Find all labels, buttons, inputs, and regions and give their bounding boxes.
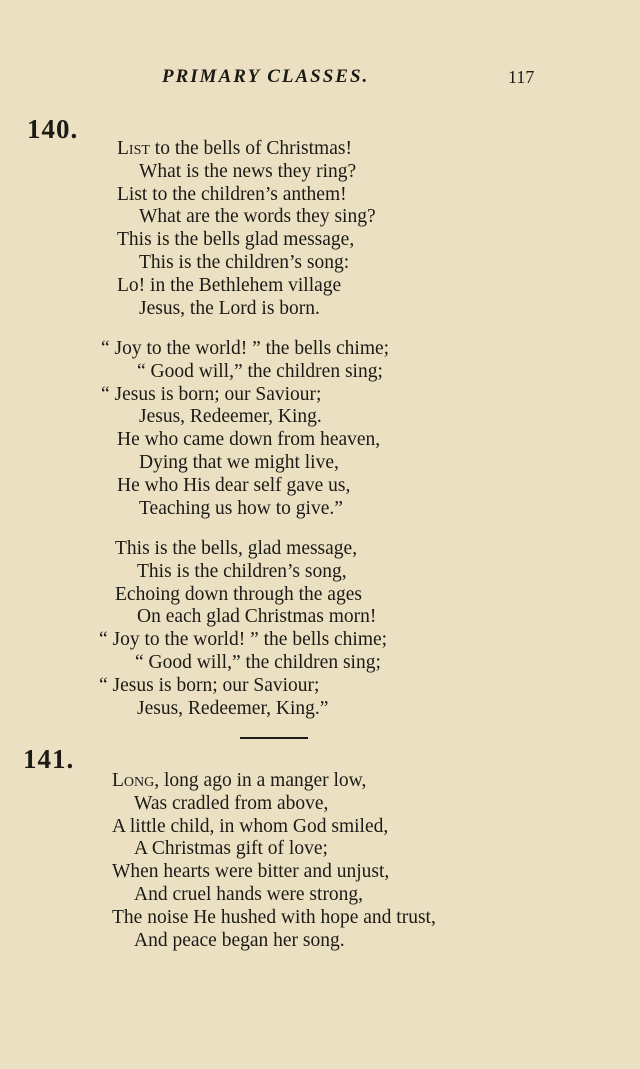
section-divider (240, 737, 308, 739)
verse-line: Jesus, Redeemer, King.” (137, 697, 329, 719)
verse-line: List to the children’s anthem! (117, 183, 347, 205)
verse-line: “ Jesus is born; our Saviour; (99, 674, 320, 696)
verse-line: The noise He hushed with hope and trust, (112, 906, 436, 928)
verse-line: A little child, in whom God smiled, (112, 815, 389, 837)
page-number: 117 (508, 67, 535, 87)
verse-line: This is the bells glad message, (117, 229, 355, 251)
verse-line: This is the bells, glad message, (115, 538, 358, 559)
verse-line: Jesus, Redeemer, King. (139, 406, 322, 428)
verse-line: Teaching us how to give.” (139, 497, 343, 519)
verse-line: On each glad Christmas morn! (137, 606, 377, 628)
hymn-140-stanza-1 (117, 138, 376, 320)
verse-line: And peace began her song. (134, 929, 345, 951)
verse-line: He who His dear self gave us, (117, 474, 351, 496)
verse-line: He who came down from heaven, (117, 429, 381, 451)
verse-line: “ Joy to the world! ” the bells chime; (99, 629, 388, 651)
verse-line: Dying that we might live, (139, 451, 339, 473)
verse-line-first-word: List (117, 138, 150, 159)
verse-line: “ Joy to the world! ” the bells chime; (101, 338, 390, 359)
verse-line (112, 770, 436, 793)
running-head (0, 66, 640, 96)
verse-line: “ Jesus is born; our Saviour; (101, 383, 322, 405)
hymn-number-140: 140. (27, 114, 79, 144)
verse-line: Lo! in the Bethlehem village (117, 274, 342, 296)
hymn-number-141: 141. (23, 744, 75, 774)
hymn-141-stanza-1 (112, 770, 436, 952)
verse-line: A Christmas gift of love; (134, 838, 328, 860)
verse-line: This is the children’s song, (137, 560, 347, 582)
verse-line: Was cradled from above, (134, 792, 329, 814)
verse-line: Echoing down through the ages (115, 583, 362, 605)
hymn-140-stanza-3 (99, 538, 388, 720)
verse-line: When hearts were bitter and unjust, (112, 861, 390, 883)
verse-line-rest: , long ago in a manger low, (154, 770, 367, 791)
verse-line: What is the news they ring? (139, 160, 357, 182)
verse-line-first-word: Long (112, 770, 155, 791)
verse-line: What are the words they sing? (139, 206, 376, 228)
hymn-140-stanza-2 (101, 338, 390, 520)
verse-line: “ Good will,” the children sing; (137, 360, 383, 382)
verse-line: This is the children’s song: (139, 251, 350, 273)
verse-line: Jesus, the Lord is born. (139, 297, 320, 319)
verse-line (117, 138, 376, 161)
verse-line: “ Good will,” the children sing; (135, 651, 381, 673)
verse-line-rest: to the bells of Christmas! (149, 138, 352, 159)
verse-line: And cruel hands were strong, (134, 883, 364, 905)
running-title: PRIMARY CLASSES. (162, 66, 370, 87)
